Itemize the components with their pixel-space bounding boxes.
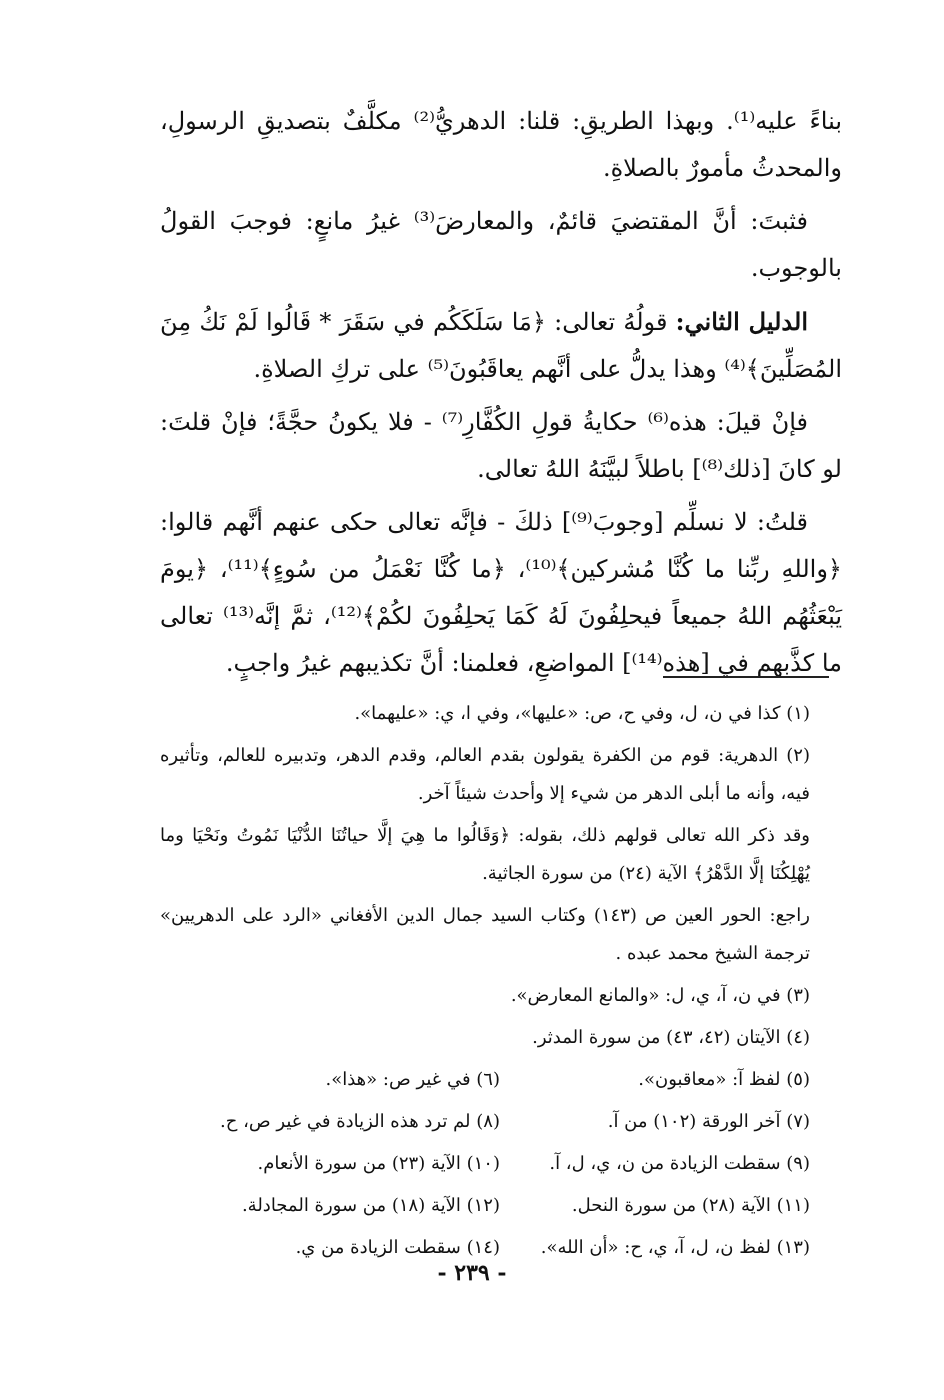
footnote-separator bbox=[663, 676, 829, 678]
footnote-7: (٧) آخر الورقة (١٠٢) من آ. bbox=[607, 1111, 810, 1132]
footnote-2: (٢) الدهرية: قوم من الكفرة يقولون بقدم العالم، وقدم الدهر، وتدبيره للعالم، وتأثيره فيه، وأنه ما أبلى الدهر من شيء إلا وأحدث شيئاً آخر. bbox=[160, 745, 810, 804]
footnote-row bbox=[160, 1145, 842, 1183]
footnote-row bbox=[160, 1103, 842, 1141]
footnotes bbox=[160, 695, 842, 1271]
footnote-10: (١٠) الآية (٢٣) من سورة الأنعام. bbox=[257, 1153, 500, 1174]
paragraph-5: قلتُ: لا نسلِّم [وجوبَ⁽⁹⁾] ذلكَ - فإنَّه تعالى حكى عنهم أنَّهم قالوا: ﴿واللهِ ربِّنا ما كُنَّا مُشركين﴾⁽¹⁰⁾، ﴿ما كُنَّا نَعْمَلُ من سُوءٍ﴾⁽¹¹⁾، ﴿يومَ يَبْعَثُهُم اللهُ جميعاً فيحلِفُونَ لَهُ كَمَا يَحلِفُونَ لكُمْ﴾⁽¹²⁾، ثمَّ إنَّه⁽¹³⁾ تعالى ما كذَّبهم في [هذه⁽¹⁴⁾] المواضعِ، فعلمنا: أنَّ تكذيبهم غيرُ واجبٍ. bbox=[160, 508, 842, 677]
footnote-9: (٩) سقطت الزيادة من ن، ي، ل، آ. bbox=[549, 1153, 810, 1174]
footnote-14: (١٤) سقطت الزيادة من ي. bbox=[295, 1237, 500, 1258]
main-text bbox=[160, 98, 842, 693]
footnote-3: (٣) في ن، آ، ي، ل: «والمانع المعارض». bbox=[510, 985, 810, 1006]
footnote-2-reference: راجع: الحور العين ص (١٤٣) وكتاب السيد جمال الدين الأفغاني «الرد على الدهريين» ترجمة الشيخ محمد عبده . bbox=[160, 905, 810, 964]
paragraph-1: بناءً عليه⁽¹⁾. وبهذا الطريقِ: قلنا: الدهريُّ⁽²⁾ مكلَّفٌ بتصديقِ الرسولِ، والمحدثُ مأمورٌ بالصلاةِ. bbox=[160, 107, 842, 182]
paragraph-2: فثبتَ: أنَّ المقتضيَ قائمٌ، والمعارضَ⁽³⁾ غيرُ مانعٍ: فوجبَ القولُ بالوجوب. bbox=[160, 207, 842, 282]
paragraph-3-body: قولُهُ تعالى: ﴿مَا سَلَكَكُم في سَقَرَ * قَالُوا لَمْ نَكُ مِنَ المُصَلِّينَ﴾⁽⁴⁾ وهذا يدلُّ على أنَّهم يعاقَبُونَ⁽⁵⁾ على تركِ الصلاةِ. bbox=[160, 308, 842, 383]
paragraph-3 bbox=[160, 298, 842, 393]
footnote-row bbox=[160, 1187, 842, 1225]
footnote-1: (١) كذا في ن، ل، وفي ح، ص: «عليها»، وفي ا، ي: «عليهما». bbox=[354, 703, 810, 724]
section-heading: الدليل الثاني: bbox=[675, 307, 808, 336]
footnote-8: (٨) لم ترد هذه الزيادة في غير ص، ح. bbox=[220, 1111, 500, 1132]
footnote-12: (١٢) الآية (١٨) من سورة المجادلة. bbox=[241, 1195, 500, 1216]
footnote-2-continued: وقد ذكر الله تعالى قولهم ذلك، بقوله: ﴿وَقَالُوا ما هِيَ إلَّا حياتُنَا الدُّنْيَا نَمُوتُ ونَحْيَا وما يُهْلِكُنَا إلَّا الدَّهْرُ﴾ الآية (٢٤) من سورة الجاثية. bbox=[160, 825, 810, 884]
footnote-row bbox=[160, 1061, 842, 1099]
footnote-6: (٦) في غير ص: «هذا». bbox=[325, 1069, 500, 1090]
footnote-5: (٥) لفظ آ: «معاقبون». bbox=[638, 1069, 810, 1090]
page-number: - ٢٣٩ - bbox=[437, 1260, 507, 1286]
footnote-11: (١١) الآية (٢٨) من سورة النحل. bbox=[571, 1195, 810, 1216]
footnote-13: (١٣) لفظ ن، ل، آ، ي، ح: «أن الله». bbox=[540, 1237, 810, 1258]
footnote-4: (٤) الآيتان (٤٢، ٤٣) من سورة المدثر. bbox=[532, 1027, 810, 1048]
paragraph-4: فإنْ قيلَ: هذه⁽⁶⁾ حكايةُ قولِ الكُفَّارِ⁽⁷⁾ - فلا يكونُ حجَّةً؛ فإنْ قلتَ: لو كانَ [ذلك⁽⁸⁾] باطلاً لبيَّنَهُ اللهُ تعالى. bbox=[160, 408, 842, 483]
